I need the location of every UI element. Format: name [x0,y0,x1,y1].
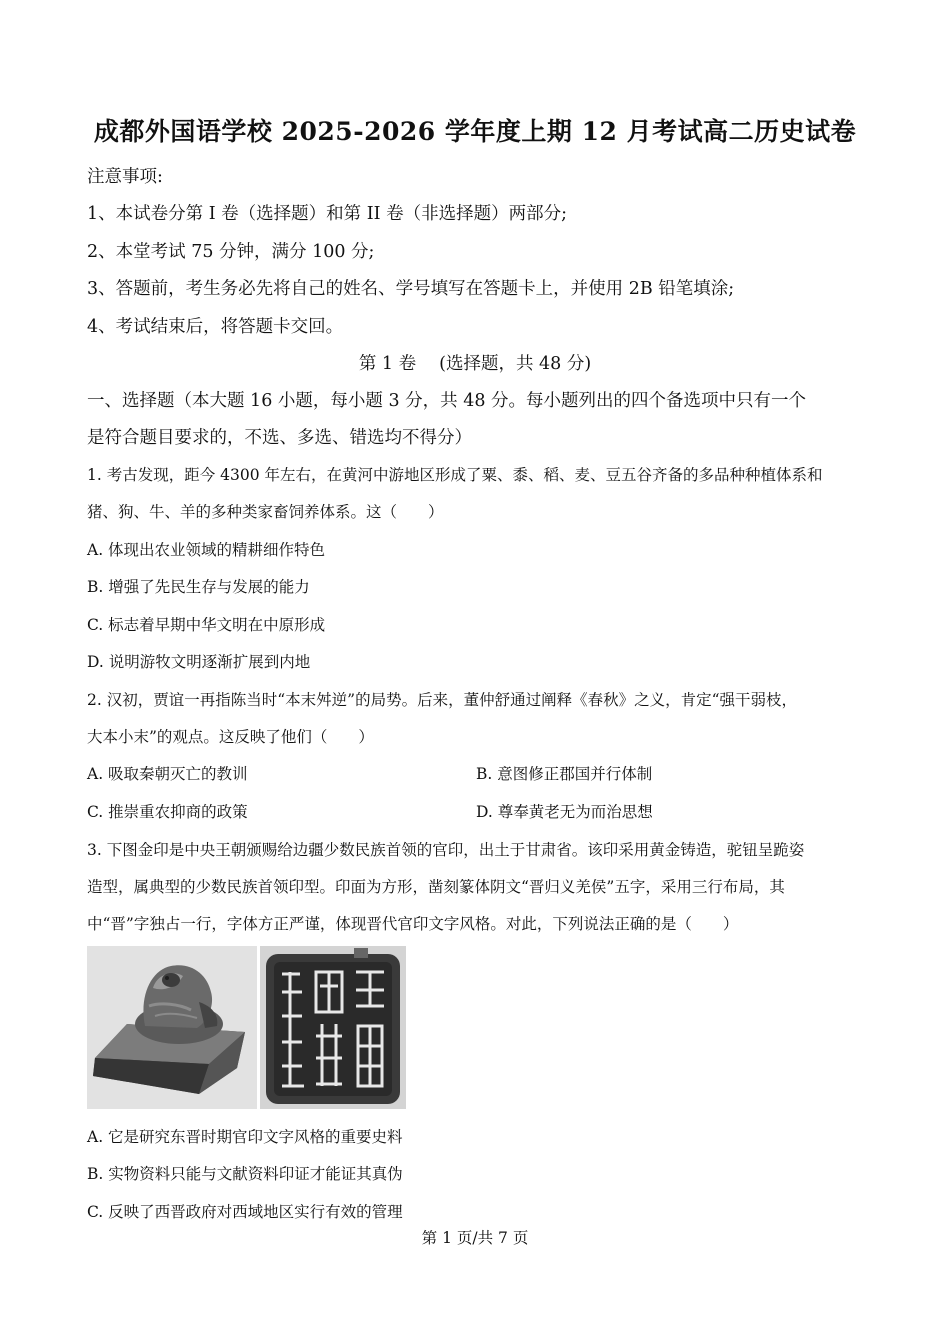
q2-stem-line-1: 2. 汉初，贾谊一再指陈当时“本末舛逆”的局势。后来，董仲舒通过阐释《春秋》之义，肯定“强干弱枝， [87,691,797,709]
q3-stem-line-2: 造型，属典型的少数民族首领印型。印面为方形，凿刻篆体阴文“晋归义羌侯”五字，采用三行布局，其 [87,878,785,896]
q3-option-b: B. 实物资料只能与文献资料印证才能证其真伪 [87,1165,403,1183]
q2-option-c: C. 推崇重农抑商的政策 [87,803,248,821]
note-item-1: 1、本试卷分第 I 卷（选择题）和第 II 卷（非选择题）两部分; [87,204,568,224]
seal-photo [87,946,257,1109]
q3-stem-line-3: 中“晋”字独占一行，字体方正严谨，体现晋代官印文字风格。对此，下列说法正确的是（ ） [87,915,739,933]
seal-imprint-image [260,946,406,1109]
seal-imprint [260,946,406,1109]
exam-title: 成都外国语学校 2025-2026 学年度上期 12 月考试高二历史试卷 [93,117,857,146]
q2-option-a: A. 吸取秦朝灭亡的教训 [87,765,248,783]
q2-stem-line-2: 大本小末”的观点。这反映了他们（ ） [87,728,374,746]
section-instructions-line-1: 一、选择题（本大题 16 小题，每小题 3 分，共 48 分。每小题列出的四个备选项中只有一个 [87,391,807,411]
q3-option-c: C. 反映了西晋政府对西域地区实行有效的管理 [87,1203,403,1221]
page-footer: 第 1 页/共 7 页 [421,1229,529,1247]
note-item-2: 2、本堂考试 75 分钟，满分 100 分; [87,242,375,262]
section-heading: 第 1 卷 (选择题，共 48 分) [358,354,592,374]
q3-stem-line-1: 3. 下图金印是中央王朝颁赐给边疆少数民族首领的官印，出土于甘肃省。该印采用黄金铸造，驼钮呈跪姿 [87,841,805,859]
q2-option-d: D. 尊奉黄老无为而治思想 [476,803,653,821]
notes-heading: 注意事项: [87,167,163,187]
seal-camel-knob-image [87,946,257,1109]
q1-option-a: A. 体现出农业领域的精耕细作特色 [87,541,326,559]
q2-option-b: B. 意图修正郡国并行体制 [476,765,653,783]
q1-option-b: B. 增强了先民生存与发展的能力 [87,578,310,596]
note-item-3: 3、答题前，考生务必先将自己的姓名、学号填写在答题卡上，并使用 2B 铅笔填涂; [87,279,735,299]
q1-stem-line-1: 1. 考古发现，距今 4300 年左右，在黄河中游地区形成了粟、黍、稻、麦、豆五谷齐备的多品种种植体系和 [87,466,823,484]
section-instructions-line-2: 是符合题目要求的，不选、多选、错选均不得分） [87,428,472,448]
note-item-4: 4、考试结束后，将答题卡交回。 [87,317,344,337]
q1-stem-line-2: 猪、狗、牛、羊的多种类家畜饲养体系。这（ ） [87,503,444,521]
q1-option-c: C. 标志着早期中华文明在中原形成 [87,616,326,634]
q1-option-d: D. 说明游牧文明逐渐扩展到内地 [87,653,311,671]
q3-option-a: A. 它是研究东晋时期官印文字风格的重要史料 [87,1128,403,1146]
